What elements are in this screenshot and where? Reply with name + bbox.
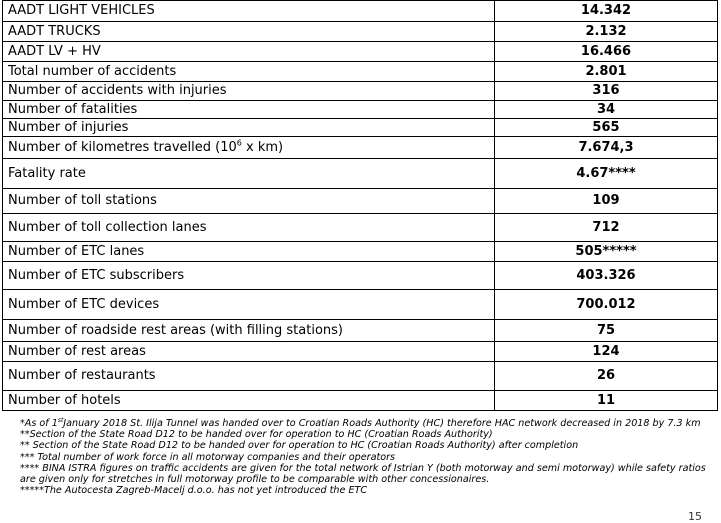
table-row: [3, 42, 718, 62]
row-value: 109: [495, 189, 718, 214]
row-label: AADT LV + HV: [3, 42, 495, 62]
footnote-ordinal: st: [57, 416, 64, 424]
row-label: Number of injuries: [3, 119, 495, 137]
footnote-text: *As of 1: [20, 418, 58, 429]
row-label: Number of hotels: [3, 391, 495, 411]
row-label: Number of ETC devices: [3, 290, 495, 320]
table-row: [3, 320, 718, 342]
row-value: 712: [495, 214, 718, 242]
footnote: *** Total number of work force in all motorway companies and their operators: [20, 451, 396, 463]
footnote: ** Section of the State Road D12 to be handed over for operation to HC (Croatian Roads Authority) after completion: [20, 440, 579, 452]
footnotes: [20, 418, 716, 496]
row-value: 403.326: [495, 262, 718, 290]
row-label: AADT TRUCKS: [3, 22, 495, 42]
row-label-unit: x km): [241, 139, 284, 155]
table-row: [3, 242, 718, 262]
row-value: 124: [495, 342, 718, 362]
row-value: 34: [495, 101, 718, 119]
row-label: Fatality rate: [3, 159, 495, 189]
row-label-text: Number of kilometres travelled (10: [8, 139, 237, 155]
row-value: 26: [495, 362, 718, 391]
statistics-table: [2, 0, 718, 411]
row-label: Number of restaurants: [3, 362, 495, 391]
row-label: Number of accidents with injuries: [3, 82, 495, 101]
row-value: 14.342: [495, 1, 718, 22]
row-label: Number of ETC lanes: [3, 242, 495, 262]
row-label: Number of fatalities: [3, 101, 495, 119]
table-row: [3, 119, 718, 137]
row-value: 2.132: [495, 22, 718, 42]
row-label: Number of ETC subscribers: [3, 262, 495, 290]
table-row: [3, 1, 718, 22]
row-label: Number of toll collection lanes: [3, 214, 495, 242]
table-row: [3, 290, 718, 320]
row-label-exponent: 6: [236, 138, 242, 148]
row-value: 11: [495, 391, 718, 411]
table-row: [3, 189, 718, 214]
row-value: 7.674,3: [495, 137, 718, 159]
page-number: 15: [688, 510, 702, 523]
row-label: Number of toll stations: [3, 189, 495, 214]
row-value: 16.466: [495, 42, 718, 62]
row-value: 4.67****: [495, 159, 718, 189]
footnote: *****The Autocesta Zagreb-Macelj d.o.o. has not yet introduced the ETC: [20, 485, 368, 497]
row-label: AADT LIGHT VEHICLES: [3, 1, 495, 22]
footnote: **** BINA ISTRA figures on traffic accidents are given for the total network of Istrian Y (both motorway and semi motorway) while safety ratios are given only for stretches in full motorway profile to be comparable with other concessionaires.: [20, 462, 706, 486]
row-value: 75: [495, 320, 718, 342]
row-value: 2.801: [495, 62, 718, 82]
row-value: 700.012: [495, 290, 718, 320]
row-value: 565: [495, 119, 718, 137]
row-value: 505*****: [495, 242, 718, 262]
table-row: [3, 262, 718, 290]
table-row: [3, 391, 718, 411]
row-label: Total number of accidents: [3, 62, 495, 82]
table-row: [3, 22, 718, 42]
table-row: [3, 159, 718, 189]
table-row: [3, 214, 718, 242]
row-label: Number of rest areas: [3, 342, 495, 362]
footnote-text: January 2018 St. Ilija Tunnel was handed over to Croatian Roads Authority (HC) therefore HAC network decreased in 2018 by 7.3 km: [63, 418, 701, 429]
table-row: [3, 101, 718, 119]
row-label: Number of roadside rest areas (with filling stations): [3, 320, 495, 342]
table-row: [3, 342, 718, 362]
row-label: [3, 137, 495, 159]
footnote: **Section of the State Road D12 to be handed over for operation to HC (Croatian Roads Authority): [20, 429, 493, 441]
table-row: [3, 137, 718, 159]
table-row: [3, 82, 718, 101]
row-value: 316: [495, 82, 718, 101]
table-row: [3, 362, 718, 391]
table-row: [3, 62, 718, 82]
footnote: [20, 418, 716, 429]
